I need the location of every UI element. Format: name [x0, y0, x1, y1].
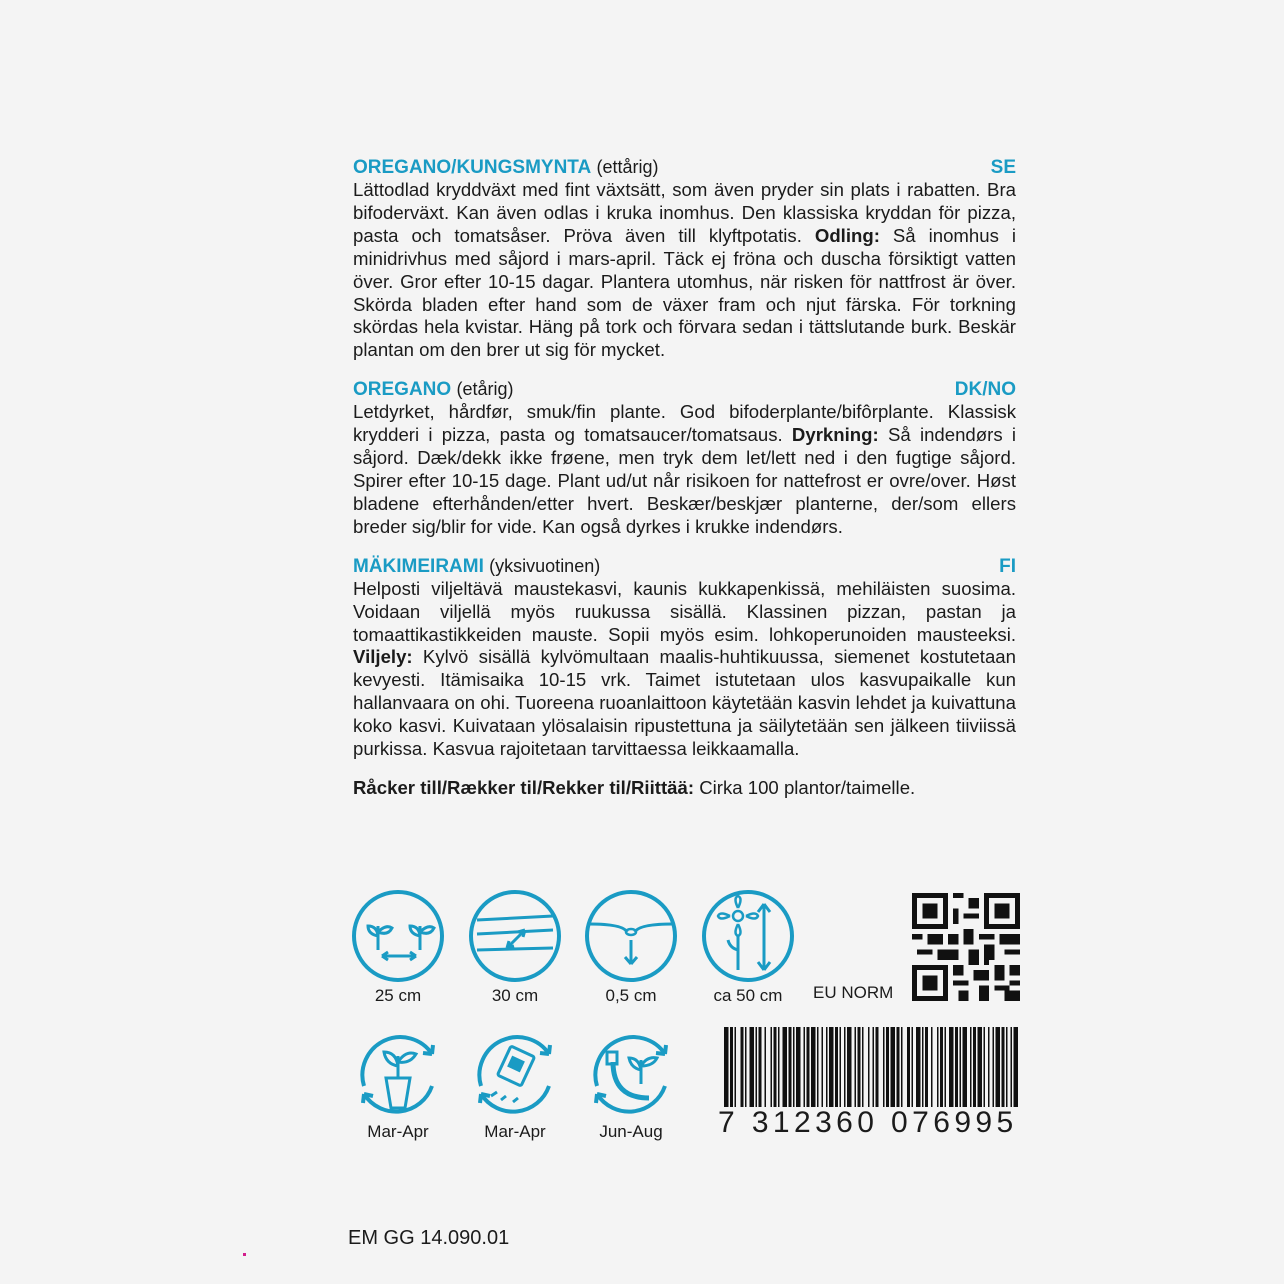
language-code: FI: [999, 555, 1016, 577]
icon-label: 30 cm: [491, 986, 539, 1005]
section-fi: [353, 555, 1016, 761]
bold-label: Odling:: [814, 224, 880, 246]
section-body: Lättodlad kryddväxt med fint växtsätt, som även pryder sin plats i rabatten. Bra bifoderväxt. Kan även odlas i kruka inomhus. Den klassiska kryddan för pizza, pasta och tomatsåser. Pröva även till klyftpotatis. Odling: Så inomhus i minidrivhus med såjord i mars-april. Täck ej fröna och duscha försiktigt vatten över. Gror efter 10-15 dagar. Plantera utomhus, när risken för nattfrost är över. Skörda bladen efter hand som de växer fram och njut färska. För torkning skördas hela kvistar. Häng på tork och förvara sedan i tättslutande burk. Beskär plantan om den brer ut sig för mycket.: [353, 179, 1016, 361]
section-title: OREGANO: [353, 379, 452, 401]
row-spacing-icon: [467, 888, 563, 1006]
section-body: Helposti viljeltävä maustekasvi, kaunis kukkapenkissä, mehiläisten suosima. Voidaan viljellä myös ruukussa sisällä. Klassinen pizzan, pastan ja tomaattikastikkeiden mauste. Sopii myös esim. lohkoperunoiden mausteeksi. Viljely: Kylvö sisällä kylvömultaan maalis-huhtikuussa, siemenet kostutetaan kevyesti. Itämisaika 10-15 vrk. Taimet istutetaan ulos kasvupaikalle kun hallanvaara on ohi. Tuoreena ruoanlaittoon käytetään kasvin lehdet ja kuivattuna koko kasvi. Kuivataan ylösalaisin ripustettuna ja säilytetään sen jälkeen tiiviissä purkissa. Kasvua rajoitetaan tarvittaessa leikkaamalla.: [353, 577, 1016, 760]
print-mark: [243, 1253, 246, 1256]
language-code: SE: [990, 157, 1016, 178]
section-subtitle: (etårig): [456, 379, 514, 400]
eu-norm-label: EU NORM: [813, 983, 894, 1002]
icon-label: 0,5 cm: [605, 986, 657, 1005]
sowing-depth-icon: [583, 888, 679, 1006]
plant-spacing-icon: [350, 888, 446, 1006]
sow-indoors-icon: [350, 1024, 446, 1142]
section-subtitle: (yksivuotinen): [489, 555, 601, 576]
bold-label: Dyrkning:: [791, 424, 879, 446]
plant-height-icon: [700, 888, 796, 1006]
icon-label: Mar-Apr: [484, 1122, 546, 1141]
qr-code: [912, 893, 1020, 1001]
yield-value: Cirka 100 plantor/taimelle.: [694, 776, 916, 798]
harvest-icon: [583, 1024, 679, 1142]
section-body: Letdyrket, hårdfør, smuk/fin plante. God bifoderplante/bifôrplante. Klassisk krydderi i pizza, pasta og tomatsaucer/tomatsaus. Dyrkning: Så indendørs i såjord. Dæk/dekk ikke frøene, men tryk dem let/lett ned i den fugtige såjord. Spirer efter 10-15 dage. Plant ud/ut når risikoen for nattefrost er ovre/over. Høst bladene efterhånden/etter hvert. Beskær/beskjær planterne, der/som ellers breder sig/blir for vide. Kan også dyrkes i krukke indendørs.: [353, 401, 1017, 537]
bold-label: Viljely:: [353, 646, 413, 668]
packet-text-block: [353, 156, 1016, 800]
yield-label: Råcker till/Rækker til/Rekker til/Riittää:: [353, 776, 695, 798]
icon-label: ca 50 cm: [713, 986, 783, 1005]
section-subtitle: (ettårig): [596, 157, 659, 177]
icon-label: 25 cm: [374, 986, 422, 1005]
section-title: MÄKIMEIRAMI: [353, 555, 484, 577]
sow-outdoors-icon: [467, 1024, 563, 1142]
section-title: OREGANO/KUNGSMYNTA: [353, 157, 592, 178]
icon-label: Jun-Aug: [599, 1122, 663, 1141]
language-code: DK/NO: [954, 379, 1016, 401]
section-se: [353, 156, 1016, 362]
section-dk-no: [353, 378, 1016, 538]
barcode-number: 7 312360 076995: [718, 1106, 1018, 1139]
icon-label: Mar-Apr: [367, 1122, 429, 1141]
yield-line: [353, 777, 1016, 800]
product-code: EM GG 14.090.01: [348, 1227, 510, 1249]
